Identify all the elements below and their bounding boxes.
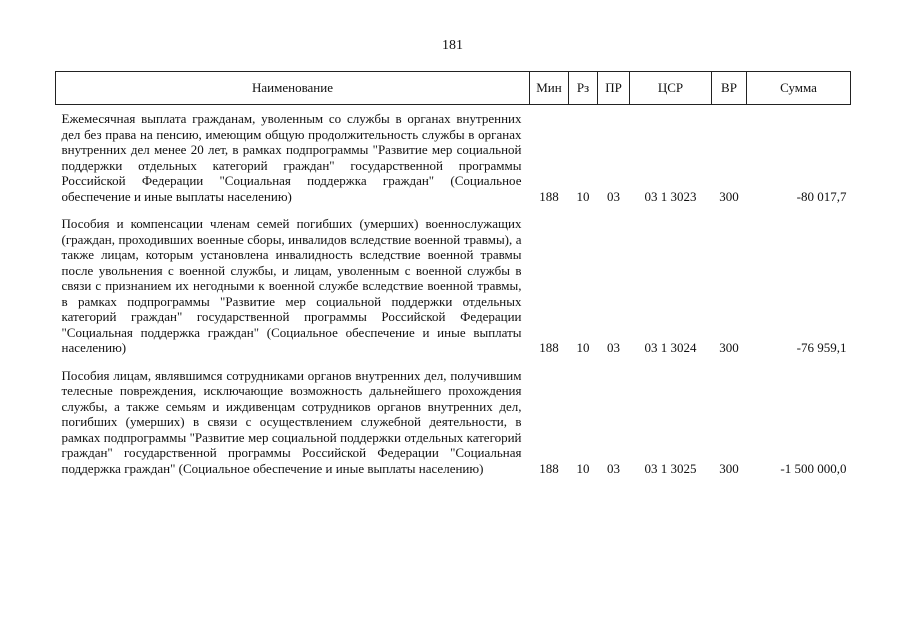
row-rz: 10 (576, 460, 590, 476)
table-header-row (56, 72, 851, 105)
row-vr: 300 (719, 460, 739, 476)
page-number: 181 (442, 38, 463, 53)
row-min: 188 (539, 340, 559, 355)
row-name: Пособия лицам, являвшимся сотрудниками органов внутренних дел, получившим телесные повреждения, исключающие возможность дальнейшего прохождения службы, а также семьям и иждивенцам сотрудников органов внутренних дел, погибших (умерших) в связи с осуществлением служебной деятельности, в рамках подпрограммы "Развитие мер социальной поддержки отдельных категорий граждан" государственной программы Российской Федерации "Социальная поддержка граждан" (Социальное обеспечение и иные выплаты населению) (61, 367, 522, 476)
row-sum: -76 959,1 (796, 340, 847, 355)
row-rz: 10 (576, 188, 590, 204)
row-pr: 03 (607, 340, 620, 355)
row-name: Ежемесячная выплата гражданам, уволенным со службы в органах внутренних дел без права на пенсию, имеющим общую продолжительность службы в органах внутренних дел менее 20 лет, в рамках подпрограммы "Развитие мер социальной поддержки отдельных категорий граждан" государственной программы Российской Федерации "Социальная поддержка граждан" (Социальное обеспечение и иные выплаты населению) (61, 111, 522, 204)
row-pr: 03 (607, 188, 620, 204)
header-name: Наименование (56, 72, 530, 105)
row-sum: -80 017,7 (796, 188, 847, 204)
row-csr: 03 1 3024 (644, 340, 697, 355)
row-sum: -1 500 000,0 (780, 460, 847, 476)
row-min: 188 (539, 188, 559, 204)
row-csr: 03 1 3023 (644, 188, 697, 204)
row-rz: 10 (576, 340, 590, 355)
header-min: Мин (530, 72, 569, 105)
header-pr: ПР (598, 72, 630, 105)
header-vr: ВР (712, 72, 747, 105)
header-csr: ЦСР (630, 72, 712, 105)
header-rz: Рз (569, 72, 598, 105)
row-min: 188 (539, 460, 559, 476)
header-sum: Сумма (747, 72, 851, 105)
row-vr: 300 (719, 340, 739, 355)
row-name: Пособия и компенсации членам семей погибших (умерших) военнослужащих (граждан, проходивших военные сборы, инвалидов вследствие военной травмы), а также лицам, которым установлена инвалидность вследствие военной травмы после увольнения с военной службы, и лицам, уволенным с военной службы в связи с признанием их негодными к военной службе вследствие военной травмы, в рамках подпрограммы "Развитие мер социальной поддержки отдельных категорий граждан" государственной программы Российской Федерации "Социальная поддержка граждан" (Социальное обеспечение и иные выплаты населению) (61, 216, 522, 355)
table-row (56, 105, 851, 209)
budget-table (55, 71, 851, 480)
row-csr: 03 1 3025 (644, 460, 697, 476)
row-vr: 300 (719, 188, 739, 204)
table-row (56, 208, 851, 360)
table-row (56, 360, 851, 481)
row-pr: 03 (607, 460, 620, 476)
